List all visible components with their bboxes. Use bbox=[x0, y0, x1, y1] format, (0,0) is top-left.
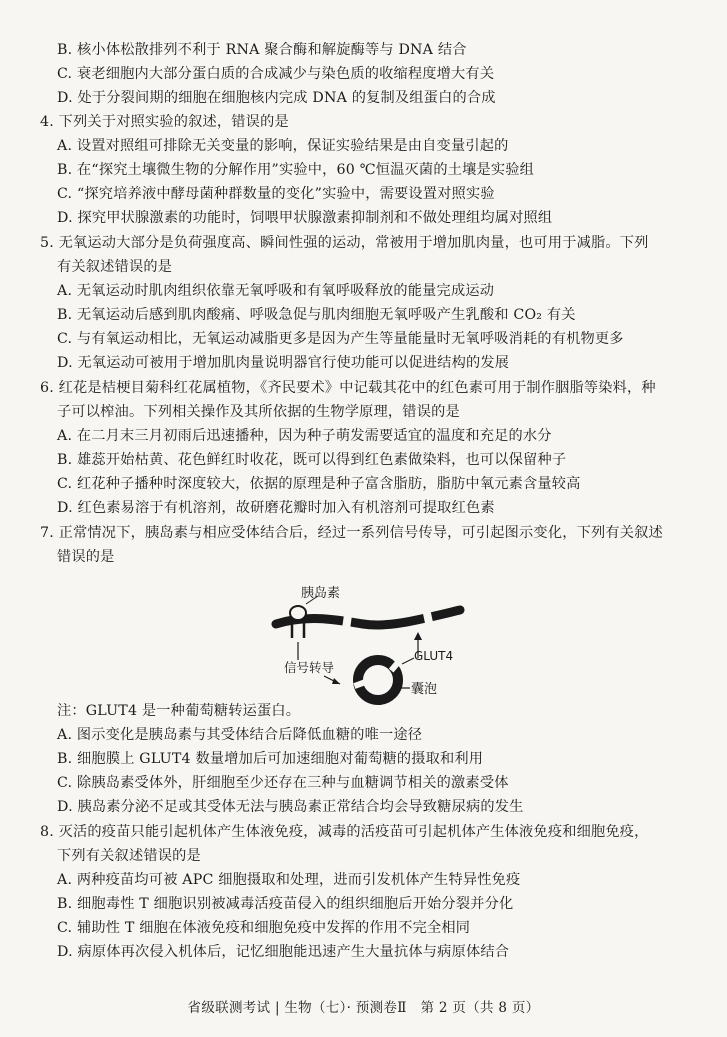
text-line: 错误的是 bbox=[57, 549, 115, 565]
signal-arrowhead bbox=[332, 678, 340, 684]
label-signal: 信号转导 bbox=[284, 660, 335, 675]
text-line: 有关叙述错误的是 bbox=[57, 259, 173, 275]
text-line: D. 胰岛素分泌不足或其受体无法与胰岛素正常结合均会导致糖尿病的发生 bbox=[57, 799, 524, 815]
text-line: B. 核小体松散排列不利于 RNA 聚合酶和解旋酶等与 DNA 结合 bbox=[57, 42, 467, 58]
text-line: B. 雄蕊开始枯黄、花色鲜红时收花，既可以得到红色素做染料，也可以保留种子 bbox=[57, 452, 567, 468]
text-line: B. 细胞膜上 GLUT4 数量增加后可加速细胞对葡萄糖的摄取和利用 bbox=[57, 751, 484, 767]
text-line: 下列有关叙述错误的是 bbox=[57, 848, 201, 864]
text-line: B. 无氧运动后感到肌肉酸痛、呼吸急促与肌肉细胞无氧呼吸产生乳酸和 CO₂ 有关 bbox=[57, 307, 576, 323]
glut4-pointer bbox=[402, 658, 414, 664]
text-line: A. 设置对照组可排除无关变量的影响，保证实验结果是由自变量引起的 bbox=[57, 138, 509, 154]
text-line: C. 衰老细胞内大部分蛋白质的合成减少与染色质的收缩程度增大有关 bbox=[57, 66, 495, 82]
text-line: C. “探究培养液中酵母菌种群数量的变化”实验中，需要设置对照实验 bbox=[57, 186, 495, 202]
text-line: D. 探究甲状腺激素的功能时，饲喂甲状腺激素抑制剂和不做处理组均属对照组 bbox=[57, 210, 553, 226]
label-insulin: 胰岛素 bbox=[301, 586, 341, 601]
text-line: C. 辅助性 T 细胞在体液免疫和细胞免疫中发挥的作用不完全相同 bbox=[57, 920, 471, 936]
text-line: C. 除胰岛素受体外，肝细胞至少还存在三种与血糖调节相关的激素受体 bbox=[57, 775, 509, 791]
text-line: A. 在二月末三月初雨后迅速播种，因为种子萌发需要适宜的温度和充足的水分 bbox=[57, 428, 552, 444]
label-glut4: GLUT4 bbox=[414, 649, 454, 663]
text-line: 6. 红花是桔梗目菊科红花属植物，《齐民要术》中记载其花中的红色素可用于制作胭脂等染料，种 bbox=[40, 380, 656, 396]
text-line: 8. 灭活的疫苗只能引起机体产生体液免疫，减毒的活疫苗可引起机体产生体液免疫和细胞免疫， bbox=[40, 824, 649, 840]
insulin-glut4-diagram bbox=[268, 580, 468, 710]
insulin-molecule bbox=[290, 606, 306, 620]
text-line: 子可以榨油。下列相关操作及其所依据的生物学原理，错误的是 bbox=[57, 404, 460, 420]
text-line: D. 病原体再次侵入机体后，记忆细胞能迅速产生大量抗体与病原体结合 bbox=[57, 944, 510, 960]
text-line: 注：GLUT4 是一种葡萄糖转运蛋白。 bbox=[57, 703, 301, 719]
text-line: D. 无氧运动可被用于增加肌肉量说明器官行使功能可以促进结构的发展 bbox=[57, 355, 510, 371]
text-line: C. 红花种子播种时深度较大，依据的原理是种子富含脂肪，脂肪中氧元素含量较高 bbox=[57, 476, 581, 492]
text-line: A. 无氧运动时肌肉组织依靠无氧呼吸和有氧呼吸释放的能量完成运动 bbox=[57, 283, 495, 299]
text-line: B. 在“探究土壤微生物的分解作用”实验中，60 ℃恒温灭菌的土壤是实验组 bbox=[57, 162, 535, 178]
text-line: B. 细胞毒性 T 细胞识别被减毒活疫苗侵入的组织细胞后开始分裂并分化 bbox=[57, 896, 514, 912]
text-line: A. 两种疫苗均可被 APC 细胞摄取和处理，进而引发机体产生特异性免疫 bbox=[57, 872, 521, 888]
text-line: 5. 无氧运动大部分是负荷强度高、瞬间性强的运动，常被用于增加肌肉量，也可用于减脂。下列 bbox=[40, 235, 649, 251]
membrane-channel-right bbox=[422, 609, 433, 626]
text-line: 4. 下列关于对照实验的叙述，错误的是 bbox=[40, 114, 289, 130]
membrane-channel-left bbox=[342, 614, 352, 631]
text-line: 7. 正常情况下，胰岛素与相应受体结合后，经过一系列信号传导，可引起图示变化，下列有关叙述 bbox=[40, 525, 663, 541]
text-line: A. 图示变化是胰岛素与其受体结合后降低血糖的唯一途径 bbox=[57, 727, 423, 743]
text-line: D. 红色素易溶于有机溶剂，故研磨花瓣时加入有机溶剂可提取红色素 bbox=[57, 500, 495, 516]
fusion-arrowhead bbox=[414, 632, 422, 640]
text-line: D. 处于分裂间期的细胞在细胞核内完成 DNA 的复制及组蛋白的合成 bbox=[57, 90, 496, 106]
label-vesicle: 囊泡 bbox=[411, 682, 438, 697]
text-line: C. 与有氧运动相比，无氧运动减脂更多是因为产生等量能量时无氧呼吸消耗的有机物更多 bbox=[57, 331, 624, 347]
page-footer: 省级联测考试 | 生物（七）· 预测卷Ⅱ 第 2 页（共 8 页） bbox=[187, 1000, 540, 1016]
